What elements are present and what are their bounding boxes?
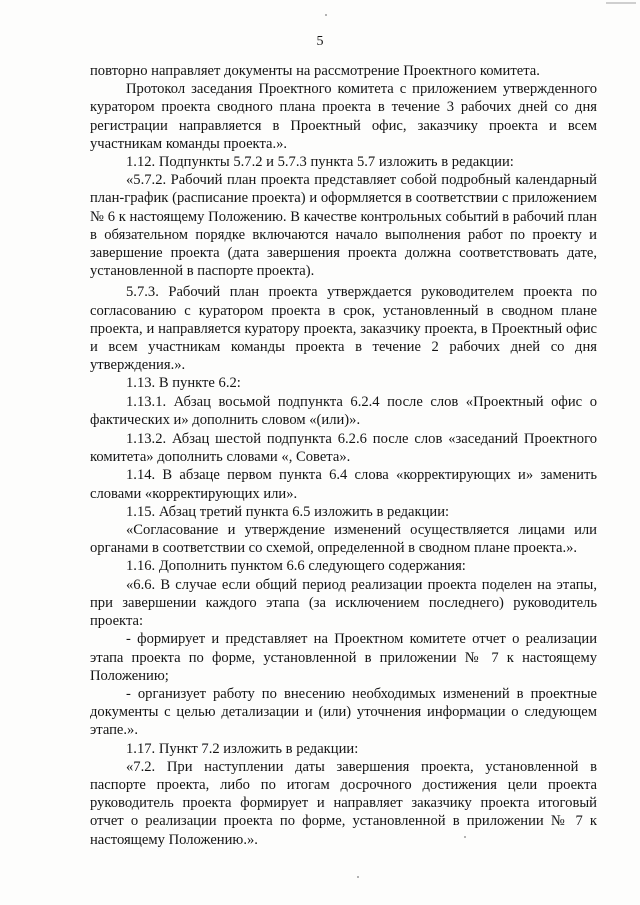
paragraph: «7.2. При наступлении даты завершения проекта, установленной в паспорте проекта, либо по итогам досрочного достижения цели проекта руководитель проекта формирует и направляет заказчику проекта итоговый отчет о реализации проекта по форме, установленной в приложении № 7 к настоящему Положению.». — [90, 758, 597, 848]
paragraph: 1.15. Абзац третий пункта 6.5 изложить в редакции: — [126, 503, 450, 520]
paragraph: «Согласование и утверждение изменений осуществляется лицами или органами в соответствии со схемой, определенной в сводном плане проекта.». — [90, 522, 597, 557]
paragraph: 1.14. В абзаце первом пункта 6.4 слова «корректирующих и» заменить словами «корректирующих или». — [90, 467, 597, 502]
paragraph: - формирует и представляет на Проектном комитете отчет о реализации этапа проекта по форме, установленной в приложении № 7 к настоящему Положению; — [90, 631, 597, 684]
paragraph: 1.13.1. Абзац восьмой подпункта 6.2.4 после слов «Проектный офис о фактических и» дополнить словом «(или)». — [90, 393, 597, 428]
paragraph: 1.13.2. Абзац шестой подпункта 6.2.6 после слов «заседаний Проектного комитета» дополнить словами «, Совета». — [90, 431, 597, 466]
paragraph: 1.12. Подпункты 5.7.2 и 5.7.3 пункта 5.7 изложить в редакции: — [126, 154, 514, 171]
paragraph: повторно направляет документы на рассмотрение Проектного комитета. — [90, 63, 540, 79]
scan-artifact — [464, 836, 466, 838]
paragraph: Протокол заседания Проектного комитета с приложением утвержденного куратором проекта сводного плана проекта в течение 3 рабочих дней со дня регистрации направляется в Проектный офис, заказчику проекта и всем участникам команды проекта.». — [90, 81, 597, 152]
page-number: 5 — [316, 34, 324, 49]
paragraph: 1.17. Пункт 7.2 изложить в редакции: — [126, 740, 359, 757]
paragraph: 5.7.3. Рабочий план проекта утверждается руководителем проекта по согласованию с куратором проекта в срок, установленный в сводном плане проекта, и направляется куратору проекта, заказчику проекта, в Проектный офис и всем участникам команды проекта в течение 2 рабочих дней со дня утверждения.». — [90, 284, 597, 374]
scan-artifact — [325, 14, 327, 16]
document-body — [90, 62, 597, 849]
scan-artifact — [357, 876, 359, 878]
paragraph: «6.6. В случае если общий период реализации проекта поделен на этапы, при завершении каждого этапа (за исключением последнего) руководитель проекта: — [90, 576, 597, 630]
paragraph: «5.7.2. Рабочий план проекта представляет собой подробный календарный план-график (расписание проекта) и оформляется в соответствии с приложением № 6 к настоящему Положению. В качестве контрольных событий в рабочий план в обязательном порядке включаются начало выполнения работ по проекту и завершение проекта (дата завершения проекта должна соответствовать дате, установленной в паспорте проекта). — [90, 172, 597, 280]
scan-artifact — [606, 2, 636, 4]
paragraph: - организует работу по внесению необходимых изменений в проектные документы с целью детализации и (или) уточнения информации о следующем этапе.». — [90, 685, 597, 739]
paragraph: 1.16. Дополнить пунктом 6.6 следующего содержания: — [126, 558, 466, 575]
paragraph: 1.13. В пункте 6.2: — [126, 375, 241, 392]
